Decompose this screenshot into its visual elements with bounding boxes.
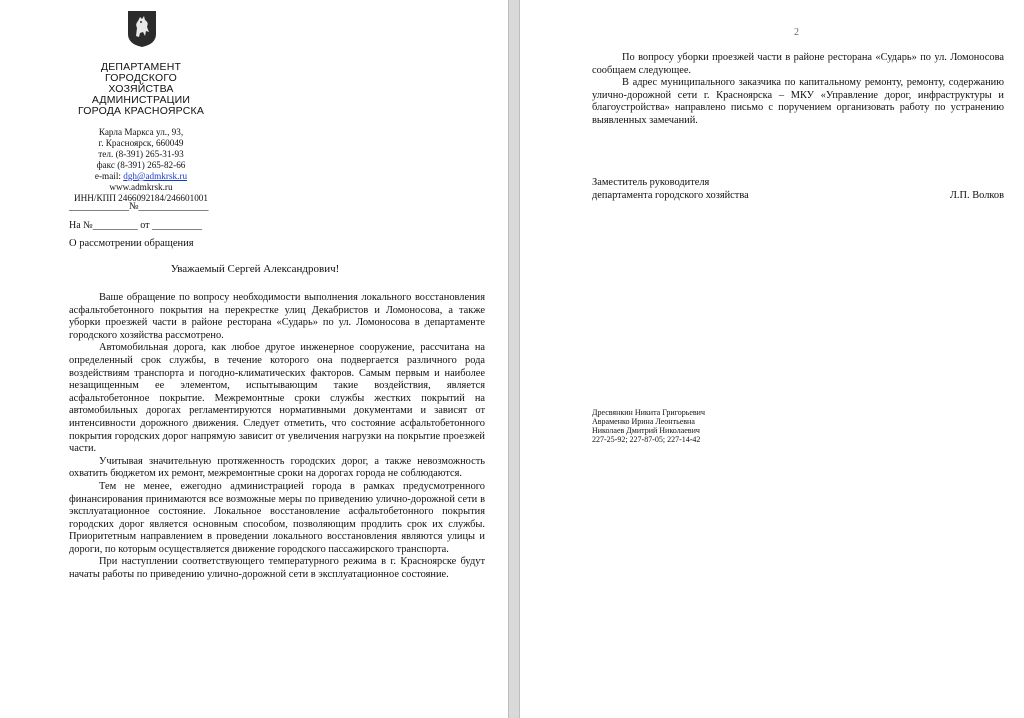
address-line: Карла Маркса ул., 93, [98,127,184,137]
dept-line: ГОРОДСКОГО [104,72,178,84]
signatory-name: Л.П. Волков [949,189,1004,201]
reference-number-line: На №_________ от __________ [69,220,202,231]
page-number: 2 [794,27,799,38]
executor-line: Авраменко Ирина Леонтьевна [592,417,695,426]
inn-line: ИНН/КПП 2466092184/246601001 [74,193,208,203]
signature-title: департамента городского хозяйства [592,189,749,201]
email-link[interactable]: dgh@admkrsk.ru [123,171,188,181]
paragraph: Учитывая значительную протяженность городских дорог, а также невозможность охватить бюджетом их ремонт, межремонтные сроки на дорогах города не соблюдаются. [69,455,485,480]
coat-of-arms-icon [127,10,157,48]
executors-block [592,408,705,444]
letter-body-page-2 [592,52,1004,128]
executor-line: Дресвянкин Никита Григорьевич [592,408,705,417]
page-gutter [508,0,520,718]
executor-phones: 227-25-92; 227-87-05; 227-14-42 [592,435,701,444]
dept-line: ХОЗЯЙСТВА [108,83,174,95]
paragraph: Автомобильная дорога, как любое другое инженерное сооружение, рассчитана на определенный срок службы, в течение которого она подвергается различного рода воздействиям транспорта и погодно-климатических факторов. Самым первым и наиболее незащищенным ее элементом, испытывающим такие воздействия, является асфальтобетонное покрытие. Межремонтные сроки службы жестких покрытий на автомобильных дорогах регламентируются нормативными документами и зависят от интенсивности дорожного движения. Следует отметить, что состояние асфальтобетонного покрытия городских дорог напрямую зависит от увеличения нагрузки на покрытие проезжей части. [69,342,485,455]
dept-line: ГОРОДА КРАСНОЯРСКА [77,105,205,117]
address-line: г. Красноярск, 660049 [98,138,184,148]
paragraph: По вопросу уборки проезжей части в районе ресторана «Сударь» по ул. Ломоносова сообщаем следующее. [592,52,1004,76]
address-block [62,127,220,204]
email-line [62,171,220,182]
department-name [62,62,220,117]
address-line: факс (8-391) 265-82-66 [96,160,186,170]
dept-line: АДМИНИСТРАЦИИ [91,94,191,106]
paragraph: В адрес муниципального заказчика по капитальному ремонту, ремонту, содержанию улично-дорожной сети г. Красноярска – МКУ «Управление дорог, инфраструктуры и благоустройства» направлено письмо с поручением организовать работу по устранению выявленных замечаний. [592,77,1004,126]
greeting: Уважаемый Сергей Александрович! [170,263,340,275]
address-line: тел. (8-391) 265-31-93 [98,149,184,159]
executor-line: Николаев Дмитрий Николаевич [592,426,700,435]
letter-subject: О рассмотрении обращения [69,238,194,249]
signature-title: Заместитель руководителя [592,177,710,188]
paragraph: При наступлении соответствующего температурного режима в г. Красноярске будут начаты работы по приведению улично-дорожной сети в эксплуатационное состояние. [69,556,485,581]
email-label: e-mail: [94,171,121,181]
dept-line: ДЕПАРТАМЕНТ [100,61,182,73]
letter-body-page-1 [69,292,485,582]
website-line: www.admkrsk.ru [109,182,173,192]
signature-block [592,177,1004,202]
paragraph: Ваше обращение по вопросу необходимости выполнения локального восстановления асфальтобетонного покрытия на перекрестке улиц Декабристов и Ломоносова, а также уборки проезжей части в районе ресторана «Сударь» по ул. Ломоносова в департаменте городского хозяйства рассмотрено. [69,292,485,341]
paragraph: Тем не менее, ежегодно администрацией города в рамках предусмотренного финансирования принимаются все возможные меры по приведению улично-дорожной сети в эксплуатационное состояние. Локальное восстановление асфальтобетонного покрытия городских дорог является основным способом, позволяющим продлить срок их службы. Приоритетным направлением в проведении локального восстановления являются улицы и дороги, по которым осуществляется движение городского пассажирского транспорта. [69,480,485,555]
registration-number-line: ____________№______________ [69,201,209,212]
